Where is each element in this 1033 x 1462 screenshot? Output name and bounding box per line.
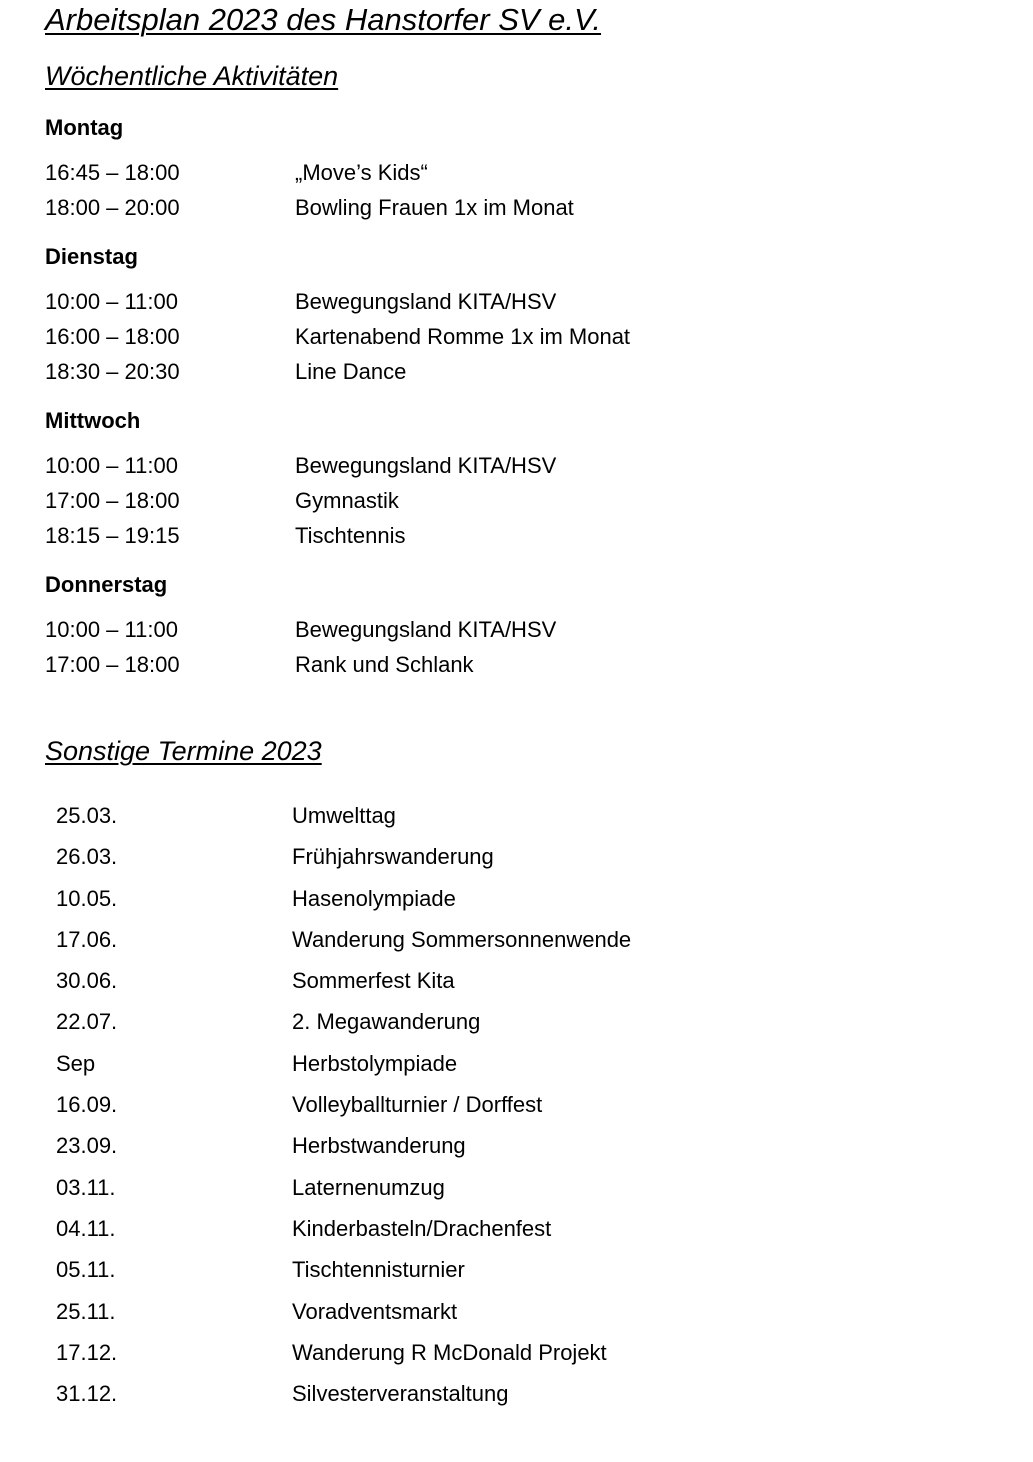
event-row xyxy=(56,844,956,885)
event-row xyxy=(56,886,956,927)
activity-row xyxy=(45,161,945,196)
activity-name: Bewegungsland KITA/HSV xyxy=(295,617,557,642)
day-block-mittwoch xyxy=(45,407,945,559)
event-name: Volleyballturnier / Dorffest xyxy=(292,1092,543,1118)
activity-row xyxy=(45,325,945,360)
event-row xyxy=(56,927,956,968)
event-date: 26.03. xyxy=(56,844,118,870)
activity-name: „Move’s Kids“ xyxy=(295,160,428,185)
event-name: Hasenolympiade xyxy=(292,885,456,911)
activity-time: 16:00 – 18:00 xyxy=(45,324,180,349)
event-row xyxy=(56,1051,956,1092)
event-row xyxy=(56,1175,956,1216)
activity-name: Gymnastik xyxy=(295,488,399,513)
event-row xyxy=(56,803,956,844)
day-name: Donnerstag xyxy=(45,572,168,597)
event-date: 25.11. xyxy=(56,1298,116,1324)
event-row xyxy=(56,1092,956,1133)
event-name: Tischtennisturnier xyxy=(292,1257,465,1283)
document-title: Arbeitsplan 2023 des Hanstorfer SV e.V. xyxy=(45,2,602,37)
event-date: Sep xyxy=(56,1050,96,1076)
event-date: 17.12. xyxy=(56,1339,118,1365)
activity-time: 10:00 – 11:00 xyxy=(45,617,178,642)
event-name: Frühjahrswanderung xyxy=(292,844,494,870)
event-date: 25.03. xyxy=(56,803,118,828)
activity-row xyxy=(45,454,945,489)
activity-row xyxy=(45,290,945,325)
other-events-heading: Sonstige Termine 2023 xyxy=(45,736,322,766)
event-name: Silvesterveranstaltung xyxy=(292,1381,509,1407)
event-date: 05.11. xyxy=(56,1257,116,1283)
activity-name: Line Dance xyxy=(295,359,407,384)
activity-time: 10:00 – 11:00 xyxy=(45,453,178,478)
activity-name: Bewegungsland KITA/HSV xyxy=(295,453,557,478)
activity-name: Tischtennis xyxy=(295,523,406,548)
event-date: 04.11. xyxy=(56,1215,116,1241)
event-date: 10.05. xyxy=(56,885,118,911)
event-row xyxy=(56,1009,956,1050)
event-name: Voradventsmarkt xyxy=(292,1298,458,1324)
event-name: Umwelttag xyxy=(292,803,396,828)
event-date: 31.12. xyxy=(56,1381,118,1407)
activity-time: 18:15 – 19:15 xyxy=(45,523,180,548)
event-date: 22.07. xyxy=(56,1009,118,1035)
activity-time: 18:30 – 20:30 xyxy=(45,359,180,384)
event-row xyxy=(56,1299,956,1340)
event-name: Laternenumzug xyxy=(292,1174,445,1200)
activity-row xyxy=(45,653,945,688)
day-name: Mittwoch xyxy=(45,408,141,433)
activity-time: 16:45 – 18:00 xyxy=(45,160,180,185)
day-block-montag xyxy=(45,114,945,231)
activity-row xyxy=(45,196,945,231)
activity-time: 17:00 – 18:00 xyxy=(45,652,180,677)
event-date: 23.09. xyxy=(56,1133,118,1159)
event-name: Herbstolympiade xyxy=(292,1050,458,1076)
activity-name: Bewegungsland KITA/HSV xyxy=(295,289,557,314)
activity-time: 17:00 – 18:00 xyxy=(45,488,180,513)
day-name: Dienstag xyxy=(45,244,138,269)
day-block-dienstag xyxy=(45,243,945,395)
event-name: Sommerfest Kita xyxy=(292,968,455,994)
activity-time: 18:00 – 20:00 xyxy=(45,195,180,220)
event-row xyxy=(56,1133,956,1174)
event-date: 17.06. xyxy=(56,926,118,952)
event-row xyxy=(56,1381,956,1422)
event-name: Kinderbasteln/Drachenfest xyxy=(292,1215,552,1241)
day-name: Montag xyxy=(45,115,124,140)
day-block-donnerstag xyxy=(45,571,945,688)
activity-time: 10:00 – 11:00 xyxy=(45,289,178,314)
event-date: 30.06. xyxy=(56,968,118,994)
event-name: Wanderung R McDonald Projekt xyxy=(292,1339,607,1365)
events-list xyxy=(56,803,956,1422)
weekly-activities-heading: Wöchentliche Aktivitäten xyxy=(45,61,339,91)
event-name: 2. Megawanderung xyxy=(292,1009,481,1035)
activity-name: Rank und Schlank xyxy=(295,652,474,677)
event-row xyxy=(56,968,956,1009)
activity-row xyxy=(45,524,945,559)
event-name: Wanderung Sommersonnenwende xyxy=(292,926,632,952)
event-date: 03.11. xyxy=(56,1174,116,1200)
event-date: 16.09. xyxy=(56,1092,118,1118)
weekly-schedule xyxy=(45,114,945,688)
activity-row xyxy=(45,360,945,395)
activity-row xyxy=(45,618,945,653)
event-name: Herbstwanderung xyxy=(292,1133,466,1159)
event-row xyxy=(56,1340,956,1381)
activity-name: Kartenabend Romme 1x im Monat xyxy=(295,324,631,349)
event-row xyxy=(56,1216,956,1257)
activity-row xyxy=(45,489,945,524)
activity-name: Bowling Frauen 1x im Monat xyxy=(295,195,574,220)
event-row xyxy=(56,1257,956,1298)
